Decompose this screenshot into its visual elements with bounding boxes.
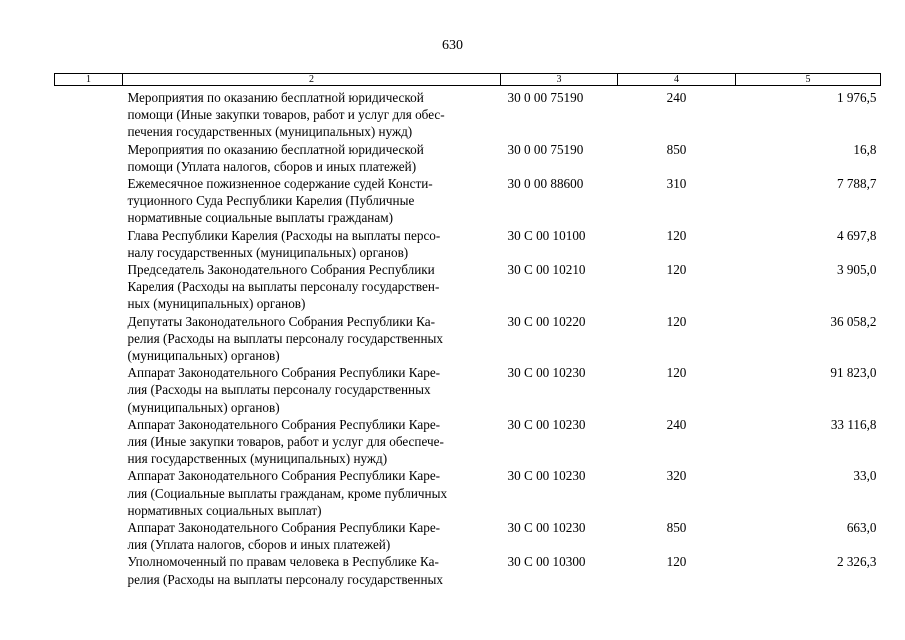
expense-type-cell: 120	[666, 365, 687, 381]
table-row	[55, 364, 881, 416]
expense-name-line: Мероприятия по оказанию бесплатной юридической	[127, 141, 424, 157]
expense-name-line: помощи (Иные закупки товаров, работ и услуг для обес-	[127, 107, 445, 123]
row-number-cell	[55, 261, 123, 313]
expense-name-line: (муниципальных) органов)	[127, 399, 280, 415]
expense-name-cell	[123, 175, 501, 227]
amount-cell: 16,8	[853, 141, 877, 157]
table-row	[55, 313, 881, 365]
expense-name-cell	[123, 364, 501, 416]
target-code-cell: 30 С 00 10230	[507, 520, 586, 536]
amount-cell: 91 823,0	[830, 365, 877, 381]
expense-name-cell	[123, 519, 501, 553]
expense-type-cell: 120	[666, 313, 687, 329]
table-header	[55, 74, 881, 86]
expense-name-line: Аппарат Законодательного Собрания Республики Каре-	[127, 520, 441, 536]
target-code-cell: 30 С 00 10230	[507, 365, 586, 381]
expense-name-line: ных (муниципальных) органов)	[127, 296, 306, 312]
expense-name-line: лия (Уплата налогов, сборов и иных платежей)	[127, 537, 391, 553]
expense-name-line: Аппарат Законодательного Собрания Республики Каре-	[127, 468, 441, 484]
table-row	[55, 261, 881, 313]
expense-name-line: налу государственных (муниципальных) органов)	[127, 244, 409, 260]
page-number: 630	[442, 38, 463, 53]
row-number-cell	[55, 553, 123, 587]
expense-name-cell	[123, 416, 501, 468]
row-number-cell	[55, 141, 123, 175]
table-row	[55, 86, 881, 141]
amount-cell: 33 116,8	[830, 416, 877, 432]
amount-cell: 663,0	[846, 520, 877, 536]
table-row	[55, 141, 881, 175]
expense-name-line: Глава Республики Карелия (Расходы на выплаты персо-	[127, 227, 441, 243]
expense-name-line: печения государственных (муниципальных) нужд)	[127, 124, 413, 140]
expense-name-line: туционного Суда Республики Карелия (Публичные	[127, 193, 415, 209]
expense-name-line: Председатель Законодательного Собрания Республики	[127, 262, 435, 278]
expense-type-cell: 120	[666, 262, 687, 278]
target-code-cell: 30 0 00 88600	[507, 176, 584, 192]
target-code-cell: 30 С 00 10210	[507, 262, 586, 278]
target-code-cell: 30 С 00 10300	[507, 554, 586, 570]
column-header-1: 1	[55, 74, 123, 86]
table-row	[55, 175, 881, 227]
expense-name-line: Депутаты Законодательного Собрания Республики Ка-	[127, 313, 435, 329]
table-row	[55, 416, 881, 468]
expense-name-line: ния государственных (муниципальных) нужд)	[127, 451, 388, 467]
expense-name-cell	[123, 227, 501, 261]
amount-cell: 4 697,8	[836, 227, 877, 243]
row-number-cell	[55, 467, 123, 519]
amount-cell: 33,0	[853, 468, 877, 484]
target-code-cell: 30 С 00 10230	[507, 416, 586, 432]
target-code-cell: 30 С 00 10220	[507, 313, 586, 329]
row-number-cell	[55, 227, 123, 261]
table-body	[55, 86, 881, 588]
expense-name-line: Аппарат Законодательного Собрания Республики Каре-	[127, 416, 441, 432]
target-code-cell: 30 0 00 75190	[507, 90, 584, 105]
expense-name-line: помощи (Уплата налогов, сборов и иных платежей)	[127, 158, 417, 174]
expense-type-cell: 120	[666, 227, 687, 243]
expense-name-line: нормативные социальные выплаты гражданам)	[127, 210, 393, 226]
expense-type-cell: 310	[666, 176, 687, 192]
target-code-cell: 30 С 00 10100	[507, 227, 586, 243]
expense-name-line: релия (Расходы на выплаты персоналу государственных	[127, 330, 443, 346]
expense-name-cell	[123, 261, 501, 313]
budget-table	[54, 73, 881, 588]
amount-cell: 1 976,5	[836, 90, 877, 105]
expense-type-cell: 850	[666, 141, 687, 157]
amount-cell: 2 326,3	[836, 554, 877, 570]
table-row	[55, 553, 881, 587]
expense-type-cell: 240	[666, 90, 687, 105]
target-code-cell: 30 0 00 75190	[507, 141, 584, 157]
expense-type-cell: 240	[666, 416, 687, 432]
expense-name-line: (муниципальных) органов)	[127, 348, 280, 364]
row-number-cell	[55, 313, 123, 365]
expense-type-cell: 120	[666, 554, 687, 570]
expense-name-line: релия (Расходы на выплаты персоналу государственных	[127, 571, 443, 587]
expense-name-line: лия (Расходы на выплаты персоналу государственных	[127, 382, 431, 398]
expense-name-line: Ежемесячное пожизненное содержание судей Консти-	[127, 176, 433, 192]
amount-cell: 3 905,0	[836, 262, 877, 278]
expense-name-line: лия (Иные закупки товаров, работ и услуг для обеспече-	[127, 434, 444, 450]
expense-name-cell	[123, 553, 501, 587]
expense-name-line: Карелия (Расходы на выплаты персоналу государствен-	[127, 279, 440, 295]
row-number-cell	[55, 86, 123, 141]
target-code-cell: 30 С 00 10230	[507, 468, 586, 484]
expense-name-cell	[123, 141, 501, 175]
expense-name-cell	[123, 467, 501, 519]
amount-cell: 36 058,2	[830, 313, 877, 329]
row-number-cell	[55, 416, 123, 468]
expense-name-line: Уполномоченный по правам человека в Республике Ка-	[127, 554, 439, 570]
column-header-4: 4	[618, 74, 736, 86]
expense-name-cell	[123, 86, 501, 141]
row-number-cell	[55, 519, 123, 553]
expense-name-line: лия (Социальные выплаты гражданам, кроме публичных	[127, 485, 448, 501]
table-row	[55, 467, 881, 519]
row-number-cell	[55, 175, 123, 227]
expense-type-cell: 850	[666, 520, 687, 536]
table-row	[55, 519, 881, 553]
expense-name-line: Аппарат Законодательного Собрания Республики Каре-	[127, 365, 441, 381]
expense-name-cell	[123, 313, 501, 365]
table-row	[55, 227, 881, 261]
amount-cell: 7 788,7	[836, 176, 877, 192]
expense-name-line: Мероприятия по оказанию бесплатной юридической	[127, 90, 424, 105]
column-header-3: 3	[501, 74, 618, 86]
expense-name-line: нормативных социальных выплат)	[127, 502, 322, 518]
column-header-2: 2	[123, 74, 501, 86]
row-number-cell	[55, 364, 123, 416]
column-header-5: 5	[736, 74, 881, 86]
expense-type-cell: 320	[666, 468, 687, 484]
